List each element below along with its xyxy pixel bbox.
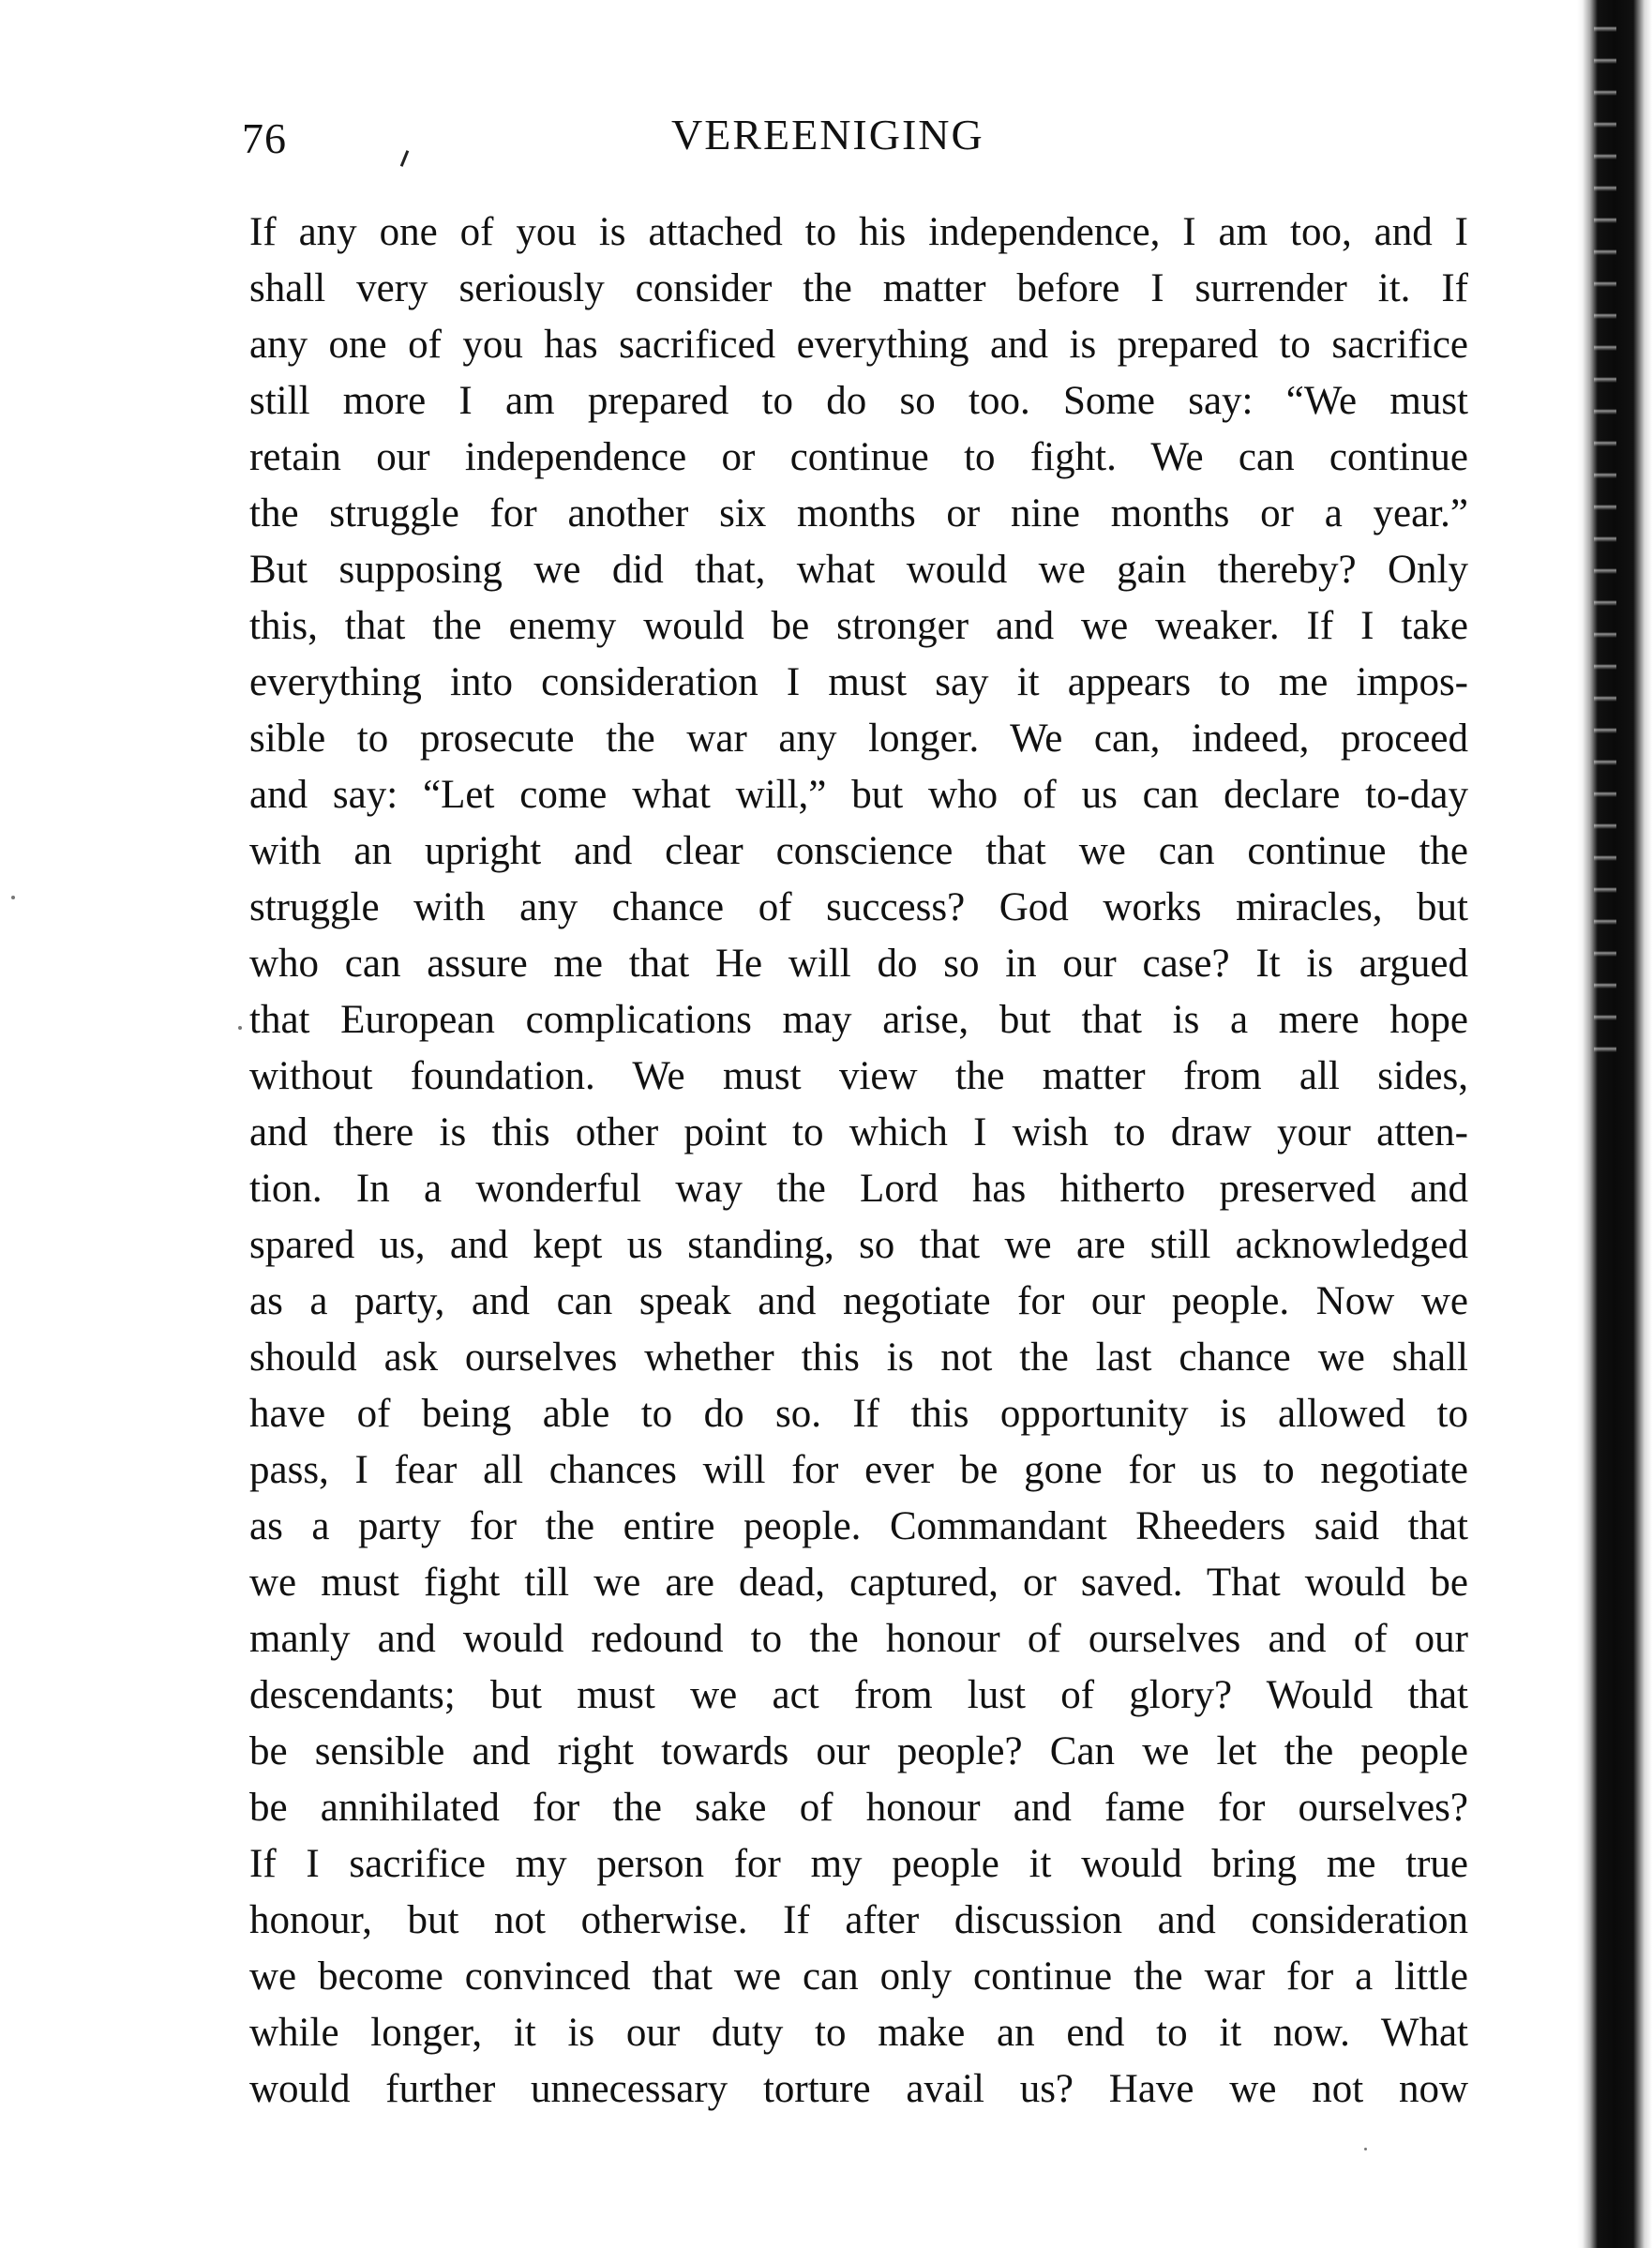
- text-line: the struggle for another six months or nine months or a year.”: [249, 491, 1468, 536]
- text-line: shall very seriously consider the matter before I surrender it. If: [249, 266, 1468, 310]
- text-line: honour, but not otherwise. If after discussion and consideration: [249, 1898, 1468, 1942]
- scan-speck: [238, 1026, 242, 1030]
- text-line: descendants; but must we act from lust of glory? Would that: [249, 1673, 1468, 1717]
- text-line: we must fight till we are dead, captured, or saved. That would be: [249, 1561, 1468, 1605]
- text-line: as a party, and can speak and negotiate for our people. Now we: [249, 1279, 1468, 1323]
- text-line: we become convinced that we can only continue the war for a little: [249, 1954, 1468, 1999]
- text-line: struggle with any chance of success? God works miracles, but: [249, 885, 1468, 929]
- text-line: still more I am prepared to do so too. Some say: “We must: [249, 379, 1468, 423]
- binding-shadow-texture: [1594, 0, 1616, 1079]
- text-line: without foundation. We must view the matter from all sides,: [249, 1054, 1468, 1098]
- page-number: 76: [242, 114, 287, 162]
- text-line: should ask ourselves whether this is not the last chance we shall: [249, 1335, 1468, 1380]
- text-line: pass, I fear all chances will for ever be gone for us to negotiate: [249, 1448, 1468, 1492]
- text-line: this, that the enemy would be stronger and we weaker. If I take: [249, 604, 1468, 648]
- text-line: any one of you has sacrificed everything and is prepared to sacrifice: [249, 323, 1468, 367]
- text-line: If any one of you is attached to his independence, I am too, and I: [249, 210, 1468, 254]
- text-line: be annihilated for the sake of honour and fame for ourselves?: [249, 1786, 1468, 1830]
- text-line: sible to prosecute the war any longer. We can, indeed, proceed: [249, 717, 1468, 761]
- text-line: while longer, it is our duty to make an end to it now. What: [249, 2011, 1468, 2055]
- text-line: would further unnecessary torture avail us? Have we not now: [249, 2067, 1468, 2111]
- text-line: that European complications may arise, but that is a mere hope: [249, 998, 1468, 1042]
- text-line: be sensible and right towards our people? Can we let the people: [249, 1729, 1468, 1773]
- scan-speck: [11, 896, 15, 899]
- text-line: and there is this other point to which I wish to draw your atten-: [249, 1110, 1468, 1154]
- text-line: manly and would redound to the honour of ourselves and of our: [249, 1617, 1468, 1661]
- stray-ink-mark: [400, 150, 410, 167]
- text-line: as a party for the entire people. Commandant Rheeders said that: [249, 1504, 1468, 1548]
- text-line: spared us, and kept us standing, so that we are still acknowledged: [249, 1223, 1468, 1267]
- scan-speck: [1364, 2148, 1367, 2150]
- text-line: tion. In a wonderful way the Lord has hitherto preserved and: [249, 1167, 1468, 1211]
- text-line: have of being able to do so. If this opportunity is allowed to: [249, 1392, 1468, 1436]
- text-line: But supposing we did that, what would we gain thereby? Only: [249, 548, 1468, 592]
- text-line: and say: “Let come what will,” but who of us can declare to-day: [249, 773, 1468, 817]
- running-head: VEREENIGING: [671, 111, 984, 158]
- text-line: who can assure me that He will do so in our case? It is argued: [249, 942, 1468, 986]
- text-line: with an upright and clear conscience that we can continue the: [249, 829, 1468, 873]
- text-line: everything into consideration I must say it appears to me impos-: [249, 660, 1468, 704]
- text-line: retain our independence or continue to fight. We can continue: [249, 435, 1468, 479]
- body-text: [249, 204, 1468, 2118]
- text-line: If I sacrifice my person for my people it would bring me true: [249, 1842, 1468, 1886]
